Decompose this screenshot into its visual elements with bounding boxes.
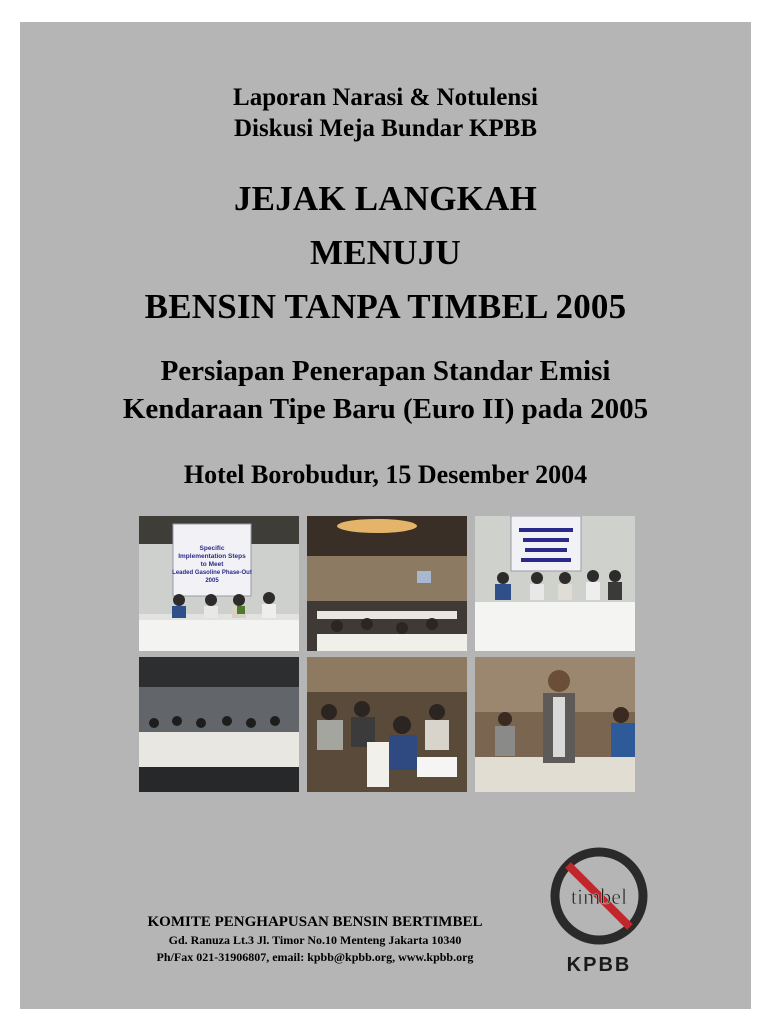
event-photo-speaker bbox=[475, 657, 635, 792]
subtitle-line-1: Persiapan Penerapan Standar Emisi bbox=[160, 355, 611, 387]
event-photo-grid bbox=[139, 516, 635, 792]
report-type-heading bbox=[20, 82, 751, 144]
event-venue-date: Hotel Borobudur, 15 Desember 2004 bbox=[183, 460, 588, 489]
slide-text-3: to Meet bbox=[200, 561, 224, 568]
logo-acronym: KPBB bbox=[566, 954, 632, 976]
title-line-3: BENSIN TANPA TIMBEL 2005 bbox=[144, 287, 627, 326]
event-photo-participants bbox=[139, 657, 299, 792]
event-photo-room-wide bbox=[307, 516, 467, 651]
slide-text-1: Specific bbox=[199, 545, 225, 552]
slide-text-4: Leaded Gasoline Phase-Out bbox=[172, 570, 252, 576]
event-photo-panel-slide bbox=[139, 516, 299, 651]
title-line-2: MENUJU bbox=[310, 233, 461, 272]
event-photo-panel-right bbox=[475, 516, 635, 651]
report-cover bbox=[20, 22, 751, 1009]
publisher-name: KOMITE PENGHAPUSAN BENSIN BERTIMBEL bbox=[147, 914, 483, 930]
report-type-line-2: Diskusi Meja Bundar KPBB bbox=[233, 115, 538, 142]
publisher-address: Gd. Ranuza Lt.3 Jl. Timor No.10 Menteng Jakarta 10340 bbox=[168, 933, 462, 947]
report-subtitle bbox=[20, 352, 751, 428]
slide-text-2: Implementation Steps bbox=[178, 553, 246, 560]
slide-text-5: 2005 bbox=[205, 578, 219, 584]
kpbb-logo bbox=[547, 842, 651, 982]
logo-word: timbel bbox=[570, 884, 628, 909]
report-type-line-1: Laporan Narasi & Notulensi bbox=[233, 84, 538, 111]
event-photo-audience bbox=[307, 657, 467, 792]
report-title bbox=[20, 172, 751, 334]
no-lead-icon bbox=[547, 842, 651, 952]
title-line-1: JEJAK LANGKAH bbox=[233, 179, 538, 218]
publisher-contact: Ph/Fax 021-31906807, email: kpbb@kpbb.org, www.kpbb.org bbox=[156, 950, 474, 964]
publisher-info bbox=[80, 912, 550, 966]
subtitle-line-2: Kendaraan Tipe Baru (Euro II) pada 2005 bbox=[122, 393, 649, 425]
